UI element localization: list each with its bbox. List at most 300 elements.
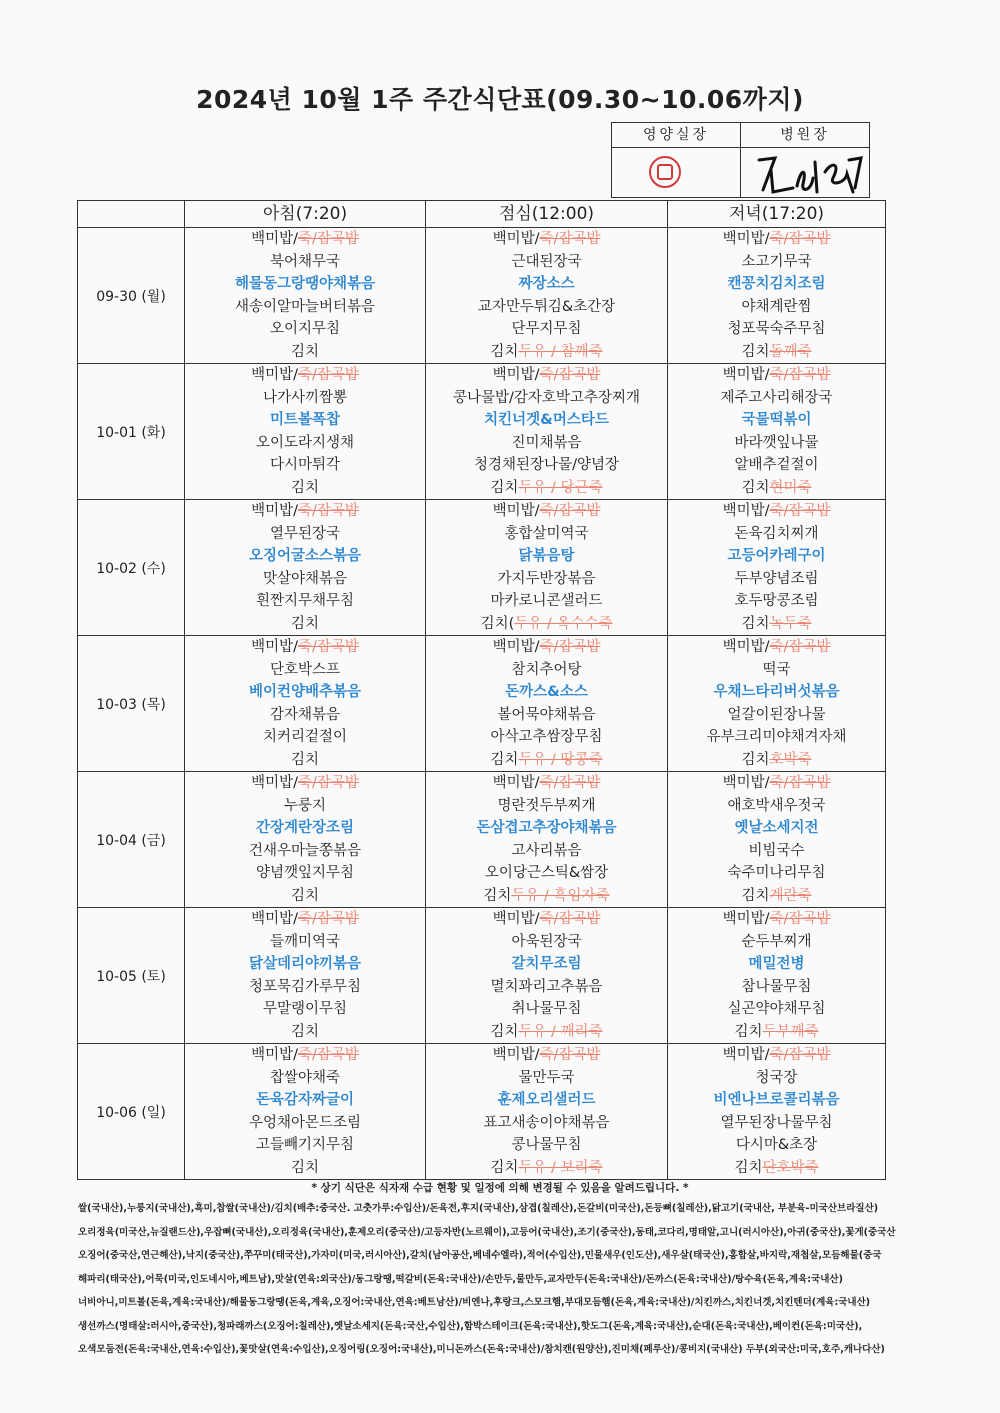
menu-item-text: 백미밥/ (251, 231, 298, 247)
menu-item-text: 김치 (290, 615, 319, 632)
menu-item-text: 백미밥/ (492, 639, 540, 655)
menu-item (185, 228, 425, 251)
menu-item (185, 341, 425, 364)
menu-item-text: 백미밥/ (251, 775, 298, 791)
menu-item (668, 726, 885, 749)
day-date: 10-06 (일) (78, 1044, 185, 1180)
menu-item (185, 1157, 425, 1180)
meal-cell-breakfast (185, 636, 426, 772)
menu-item (668, 387, 885, 410)
main-dish (185, 273, 425, 296)
menu-item-text: 닭살데리야끼볶음 (248, 956, 362, 972)
main-dish (668, 273, 885, 296)
crossed-out-option: 죽/잡곡밥 (539, 1047, 601, 1063)
main-dish (185, 1089, 425, 1112)
table-row (78, 772, 886, 908)
menu-item-text: 김치 (290, 479, 319, 496)
menu-item (426, 387, 667, 410)
menu-item (185, 500, 425, 523)
menu-item (668, 500, 885, 523)
main-dish (668, 1089, 885, 1112)
menu-item-text: 오이당근스틱&쌈장 (484, 865, 609, 881)
menu-item (426, 1157, 667, 1180)
menu-item (185, 726, 425, 749)
menu-item (668, 1067, 885, 1090)
menu-item-text: 양념깻잎지무침 (255, 865, 355, 881)
menu-item-text: 치커리겉절이 (262, 729, 348, 745)
menu-item (185, 795, 425, 818)
meal-cell-lunch (426, 1044, 668, 1180)
menu-item (185, 659, 425, 682)
menu-item (426, 432, 667, 455)
menu-item-text: 표고새송이야채볶음 (483, 1114, 610, 1131)
crossed-out-option: 죽/잡곡밥 (769, 1047, 831, 1063)
menu-item (668, 749, 885, 772)
menu-item-text: 고들빼기지무침 (255, 1137, 355, 1153)
menu-item (185, 364, 425, 387)
menu-item-text: 백미밥/ (251, 503, 298, 519)
menu-item-text: 볼어묵야채볶음 (497, 706, 596, 723)
menu-item (426, 862, 667, 885)
menu-item (668, 454, 885, 477)
menu-item (185, 931, 425, 954)
menu-item-text: 해물동그랑땡야채볶음 (234, 276, 376, 292)
crossed-out-option: 죽/잡곡밥 (539, 911, 601, 927)
menu-item-text: 북어채무국 (269, 253, 341, 270)
header-breakfast: 아침(7:20) (185, 201, 426, 228)
menu-item (426, 590, 667, 613)
menu-item-text: 백미밥/ (492, 1047, 540, 1063)
menu-item (426, 931, 667, 954)
menu-item (426, 1134, 667, 1157)
menu-item (668, 568, 885, 591)
crossed-out-snack: 두부깨죽 (762, 1023, 819, 1040)
menu-item-text: 오이도라지생채 (255, 434, 355, 451)
page-title: 2024년 10월 1주 주간식단표(09.30~10.06까지) (196, 85, 804, 114)
menu-item (185, 704, 425, 727)
menu-item (426, 500, 667, 523)
meal-cell-lunch (426, 364, 668, 500)
menu-item (426, 885, 667, 908)
crossed-out-option: 죽/잡곡밥 (297, 775, 359, 791)
menu-item-text: 짜장소스 (518, 276, 575, 292)
menu-item (426, 704, 667, 727)
menu-item (668, 364, 885, 387)
menu-item (426, 726, 667, 749)
menu-item-text: 떡국 (762, 661, 791, 678)
menu-item (426, 454, 667, 477)
approval-nutrition-head-label: 영양실장 (612, 123, 741, 147)
menu-item (185, 568, 425, 591)
menu-item-text: 김치 (741, 751, 770, 768)
menu-item-text: 비엔나브로콜리볶음 (713, 1092, 840, 1108)
weekly-menu-table (77, 200, 886, 1180)
approval-director-label: 병원장 (780, 127, 830, 143)
menu-item (668, 523, 885, 546)
menu-item (426, 908, 667, 931)
menu-item (185, 251, 425, 274)
menu-item (426, 1112, 667, 1135)
menu-item (668, 251, 885, 274)
menu-item-text: 비빔국수 (748, 842, 805, 859)
crossed-out-snack: 계란죽 (769, 887, 812, 904)
origin-info-line: 생선까스(명태살:러시아,중국산),청파래까스(오징어:칠레산),옛날소세지(돈육:국산,수입산),함박스테이크(돈육:국내산),핫도그(돈육,계육:국내산),순대(돈육:국내산),베이컨(돈육:미국산), (78, 1320, 863, 1332)
menu-item (185, 387, 425, 410)
menu-item (668, 590, 885, 613)
menu-item (426, 1067, 667, 1090)
menu-item-text: 다시마튀각 (269, 457, 341, 473)
menu-item (668, 931, 885, 954)
menu-item (668, 318, 885, 341)
meal-cell-lunch (426, 772, 668, 908)
menu-item-text: 닭볶음탕 (518, 548, 575, 564)
crossed-out-option: 죽/잡곡밥 (769, 775, 831, 791)
menu-item (426, 296, 667, 319)
meal-cell-dinner (668, 772, 886, 908)
menu-item (668, 862, 885, 885)
menu-item-text: 가지두반장볶음 (497, 570, 596, 587)
menu-item-text: 근대된장국 (511, 253, 582, 270)
menu-item (185, 885, 425, 908)
crossed-out-snack: 두유 / 보리죽 (518, 1159, 603, 1176)
main-dish (426, 1089, 667, 1112)
menu-item (426, 1044, 667, 1067)
crossed-out-snack: 현미죽 (769, 479, 812, 496)
menu-item-text: 오이지무침 (269, 321, 341, 337)
menu-item (185, 432, 425, 455)
main-dish (426, 817, 667, 840)
menu-item-text: 취나물무침 (511, 1001, 582, 1017)
menu-item (185, 1134, 425, 1157)
crossed-out-snack: 녹두죽 (769, 615, 812, 632)
meal-cell-dinner (668, 228, 886, 364)
menu-item-text: 간장계란장조림 (255, 820, 355, 836)
menu-item-text: 김치 (490, 751, 519, 768)
crossed-out-option: 죽/잡곡밥 (297, 503, 359, 519)
table-row (78, 1044, 886, 1180)
menu-item-text: 백미밥/ (722, 367, 770, 383)
notice-text: * 상기 식단은 식자재 수급 현황 및 일정에 의해 변경될 수 있음을 알려드립니다. * (311, 1182, 689, 1194)
meal-cell-breakfast (185, 772, 426, 908)
day-date: 10-02 (수) (78, 500, 185, 636)
meal-cell-lunch (426, 908, 668, 1044)
main-dish (185, 953, 425, 976)
menu-item-text: 소고기무국 (741, 253, 812, 270)
menu-item-text: 들깨미역국 (269, 933, 341, 950)
meal-cell-breakfast (185, 228, 426, 364)
menu-item (668, 613, 885, 636)
menu-item (426, 251, 667, 274)
menu-item-text: 훈제오리샐러드 (497, 1092, 596, 1108)
menu-item-text: 야채계란찜 (741, 298, 812, 315)
crossed-out-snack: 호박죽 (769, 751, 812, 768)
crossed-out-option: 죽/잡곡밥 (769, 503, 831, 519)
menu-item (185, 772, 425, 795)
menu-item (668, 228, 885, 251)
menu-item-text: 호두땅콩조림 (734, 593, 819, 609)
approval-director-cell (741, 148, 869, 198)
menu-item-text: 백미밥/ (722, 639, 770, 655)
menu-item-text: 김치 (741, 887, 770, 904)
menu-item-text: 돈육감자짜글이 (255, 1092, 355, 1108)
menu-item-text: 다시마&초장 (735, 1137, 818, 1153)
menu-item-text: 김치 (290, 887, 319, 904)
meal-cell-dinner (668, 908, 886, 1044)
day-date: 10-01 (화) (78, 364, 185, 500)
menu-item (426, 1021, 667, 1044)
crossed-out-option: 죽/잡곡밥 (297, 367, 359, 383)
menu-item-text: 백미밥/ (492, 775, 540, 791)
menu-item (668, 1044, 885, 1067)
menu-item-text: 김치 (741, 615, 770, 632)
menu-item-text: 흰짠지무채무침 (255, 593, 355, 609)
menu-item-text: 백미밥/ (722, 911, 770, 927)
main-dish (426, 545, 667, 568)
crossed-out-option: 죽/잡곡밥 (297, 639, 359, 655)
crossed-out-option: 죽/잡곡밥 (539, 639, 601, 655)
menu-item-text: 바라깻잎나물 (734, 434, 819, 451)
main-dish (185, 681, 425, 704)
main-dish (668, 409, 885, 432)
menu-item-text: 유부크리미야채겨자채 (706, 729, 847, 745)
origin-info-line: 너비아니,미트볼(돈육,계육:국내산)/해물동그랑땡(돈육,계육,오징어:국내산,연육:베트남산)/비엔나,후랑크,스모크햄,부대모듬햄(돈육,계육:국내산)/치킨까스,치킨너겟,치킨텐더(계육:국내산) (78, 1297, 871, 1308)
menu-item (185, 1067, 425, 1090)
main-dish (668, 681, 885, 704)
menu-item-text: 김치 (741, 479, 770, 496)
crossed-out-snack: 두유 / 흑임자죽 (511, 887, 610, 904)
menu-item (185, 908, 425, 931)
menu-item-text: 두부양념조림 (734, 570, 819, 587)
menu-item-text: 오징어굴소스볶음 (248, 548, 362, 564)
meal-cell-lunch (426, 500, 668, 636)
menu-item-text: 얼갈이된장나물 (727, 706, 826, 723)
signature-icon (741, 148, 870, 198)
menu-item (185, 613, 425, 636)
day-date: 09-30 (월) (78, 228, 185, 364)
origin-info-line: 오리정육(미국산,뉴질랜드산),우잡뼈(국내산),오리정육(국내산),훈제오리(중국산)/고등자반(노르웨이),고등어(국내산),조기(중국산),동태,코다리,명태알,고니(러시아산),아귀(중국산),꽃게(중국산 (78, 1226, 896, 1238)
menu-item (668, 1134, 885, 1157)
origin-info-line: 해파리(태국산),어묵(미국,인도네시아,베트남),맛살(연육:외국산)/동그랑땡,떡갈비(돈육:국내산)/손만두,물만두,교자만두(돈육:국내산)/돈까스(돈육:국내산)/탕수육(돈육,계육:국내산) (78, 1273, 843, 1285)
menu-item-text: 백미밥/ (492, 231, 540, 247)
menu-item (668, 1157, 885, 1180)
menu-item (426, 749, 667, 772)
meal-cell-breakfast (185, 1044, 426, 1180)
origin-info-line: 쌀(국내산),누룽지(국내산),흑미,찹쌀(국내산)/김치(배추:중국산. 고춧가루:수입산)/돈육전,후지(국내산),삼겹(칠레산),돈갈비(미국산),돈등뼈(칠레산),닭고기(국내산, 부분육-미국산브라질산) (78, 1203, 879, 1214)
menu-item (185, 1021, 425, 1044)
crossed-out-snack: 두유 / 깨리죽 (518, 1023, 603, 1040)
header-lunch: 점심(12:00) (426, 201, 668, 228)
crossed-out-option: 죽/잡곡밥 (769, 231, 831, 247)
table-row (78, 228, 886, 364)
crossed-out-snack: 두유 / 참깨죽 (518, 343, 603, 360)
meal-cell-dinner (668, 364, 886, 500)
menu-item (668, 998, 885, 1021)
menu-item-text: 교자만두튀김&초간장 (477, 298, 616, 315)
day-date: 10-03 (목) (78, 636, 185, 772)
crossed-out-option: 죽/잡곡밥 (297, 911, 359, 927)
menu-item-text: 김치 (490, 1159, 519, 1176)
crossed-out-option: 죽/잡곡밥 (297, 231, 359, 247)
main-dish (668, 817, 885, 840)
menu-item (185, 477, 425, 500)
menu-item (426, 998, 667, 1021)
menu-item-text: 순두부찌개 (741, 933, 812, 950)
menu-item-text: 갈치무조림 (511, 956, 582, 972)
menu-item-text: 베이컨양배추볶음 (248, 684, 362, 700)
day-date: 10-05 (토) (78, 908, 185, 1044)
menu-item (668, 908, 885, 931)
menu-item-text: 김치 (290, 751, 319, 768)
menu-item (668, 795, 885, 818)
menu-item (185, 976, 425, 999)
approval-box (611, 122, 870, 198)
menu-item-text: 감자채볶음 (269, 706, 341, 723)
menu-item-text: 멸치꽈리고추볶음 (490, 978, 603, 995)
menu-item-text: 백미밥/ (492, 911, 540, 927)
seal-stamp-icon (649, 156, 681, 188)
approval-nutrition-head-cell (612, 148, 741, 198)
menu-item-text: 열무된장나물무침 (720, 1114, 833, 1131)
menu-item-text: 제주고사리해장국 (720, 389, 833, 406)
menu-item-text: 진미채볶음 (511, 434, 582, 451)
crossed-out-snack: 두유 / 당근죽 (518, 479, 603, 496)
table-row (78, 636, 886, 772)
menu-item-text: 애호박새우젓국 (727, 797, 826, 814)
menu-item (668, 659, 885, 682)
menu-item-text: 김치( (480, 615, 515, 632)
menu-item-text: 건새우마늘쫑볶음 (248, 842, 362, 859)
meal-cell-breakfast (185, 500, 426, 636)
menu-item-text: 실곤약야채무침 (727, 1001, 826, 1017)
origin-info-line: 오색모둠전(돈육:국내산,연육:수입산),꽃맛살(연육:수입산),오징어링(오징어:국내산),미니돈까스(돈육:국내산)/참치캔(원양산),진미채(페루산)/콩비지(국내산) 두부(외국산:미국,호주,캐나다산) (78, 1344, 885, 1355)
main-dish (426, 273, 667, 296)
menu-item (426, 659, 667, 682)
menu-item-text: 참치추어탕 (511, 661, 582, 678)
menu-item (426, 840, 667, 863)
meal-cell-breakfast (185, 364, 426, 500)
menu-item-text: 김치 (490, 479, 519, 496)
meal-cell-lunch (426, 636, 668, 772)
menu-item-text: 열무된장국 (269, 525, 341, 542)
crossed-out-option: 죽/잡곡밥 (539, 231, 601, 247)
meal-cell-dinner (668, 500, 886, 636)
crossed-out-snack: 단호박죽 (762, 1159, 819, 1176)
menu-item (426, 795, 667, 818)
crossed-out-option: 죽/잡곡밥 (297, 1047, 359, 1063)
menu-item-text: 백미밥/ (492, 367, 540, 383)
menu-item-text: 청경채된장나물/양념장 (474, 457, 619, 473)
menu-item (668, 341, 885, 364)
table-row (78, 500, 886, 636)
menu-item-text: 명란젓두부찌개 (497, 797, 596, 814)
main-dish (426, 409, 667, 432)
menu-item-text: 콩나물무침 (511, 1137, 582, 1153)
crossed-out-snack: 두유 / 땅콩죽 (518, 751, 603, 768)
menu-item-text: 청국장 (755, 1069, 798, 1086)
menu-item-text: 새송이알마늘버터볶음 (234, 298, 376, 315)
origin-info-line: 오징어(중국산,연근해산),낙지(중국산),쭈꾸미(태국산),가자미(미국,러시아산),갈치(남아공산,베네수엘라),적어(수입산),민물새우(인도산),새우살(태국산),홍합살,바지락,재첩살,모듬해물(중국 (78, 1250, 882, 1261)
menu-item-text: 맛살야채볶음 (262, 570, 348, 587)
main-dish (668, 545, 885, 568)
menu-item (426, 523, 667, 546)
menu-item (185, 998, 425, 1021)
menu-item-text: 김치 (483, 887, 512, 904)
menu-item (426, 477, 667, 500)
menu-item (668, 1021, 885, 1044)
menu-item (185, 862, 425, 885)
menu-item (668, 296, 885, 319)
meal-cell-breakfast (185, 908, 426, 1044)
menu-item (668, 976, 885, 999)
crossed-out-option: 죽/잡곡밥 (539, 775, 601, 791)
day-date: 10-04 (금) (78, 772, 185, 908)
main-dish (185, 545, 425, 568)
menu-item (426, 772, 667, 795)
menu-item (185, 318, 425, 341)
table-header-row (78, 201, 886, 228)
menu-item (668, 704, 885, 727)
menu-item-text: 아욱된장국 (511, 933, 582, 950)
menu-item-text: 김치 (290, 1159, 319, 1176)
menu-item-text: 청포묵김가루무침 (248, 978, 362, 995)
menu-item (426, 364, 667, 387)
menu-item-text: 나가사끼짬뽕 (262, 389, 348, 406)
menu-item-text: 찹쌀야채죽 (269, 1069, 341, 1086)
menu-item-text: 아삭고추쌈장무침 (490, 729, 603, 745)
menu-item (668, 432, 885, 455)
menu-item (185, 749, 425, 772)
menu-item (185, 454, 425, 477)
menu-item-text: 고등어카레구이 (727, 548, 826, 564)
crossed-out-option: 죽/잡곡밥 (769, 639, 831, 655)
menu-item (185, 296, 425, 319)
menu-item-text: 백미밥/ (251, 367, 298, 383)
meal-cell-lunch (426, 228, 668, 364)
menu-item-text: 콩나물밥/감자호박고추장찌개 (453, 389, 640, 406)
menu-item-text: 김치 (741, 343, 770, 360)
menu-item-text: 백미밥/ (251, 911, 298, 927)
crossed-out-option: 죽/잡곡밥 (769, 911, 831, 927)
menu-item-text: 돈육김치찌개 (734, 525, 819, 542)
menu-item-text: 캔꽁치김치조림 (727, 276, 826, 292)
menu-item-text: 김치 (490, 1023, 519, 1040)
menu-item-text: 숙주미나리무침 (727, 865, 826, 881)
crossed-out-snack: 돌깨죽 (769, 343, 812, 360)
menu-item-text: 우엉채아몬드조림 (248, 1114, 362, 1131)
menu-item (668, 477, 885, 500)
menu-item-text: 마카로니콘샐러드 (490, 593, 603, 609)
menu-item-text: 참나물무침 (741, 978, 812, 995)
crossed-out-snack: 두유 / 옥수수죽 (514, 615, 613, 632)
menu-item-text: 백미밥/ (722, 1047, 770, 1063)
menu-item-text: 돈까스&소스 (505, 684, 588, 700)
menu-item (426, 228, 667, 251)
menu-item-text: 옛날소세지전 (734, 820, 819, 836)
header-date (78, 201, 185, 228)
menu-item (426, 568, 667, 591)
header-dinner: 저녁(17:20) (668, 201, 886, 228)
menu-item (185, 523, 425, 546)
menu-item-text: 우채느타리버섯볶음 (713, 684, 840, 700)
menu-item-text: 치킨너겟&머스타드 (484, 412, 609, 428)
main-dish (185, 817, 425, 840)
menu-item (185, 840, 425, 863)
menu-item (668, 840, 885, 863)
table-row (78, 908, 886, 1044)
menu-item-text: 미트볼폭찹 (269, 412, 341, 428)
menu-item (185, 636, 425, 659)
main-dish (185, 409, 425, 432)
